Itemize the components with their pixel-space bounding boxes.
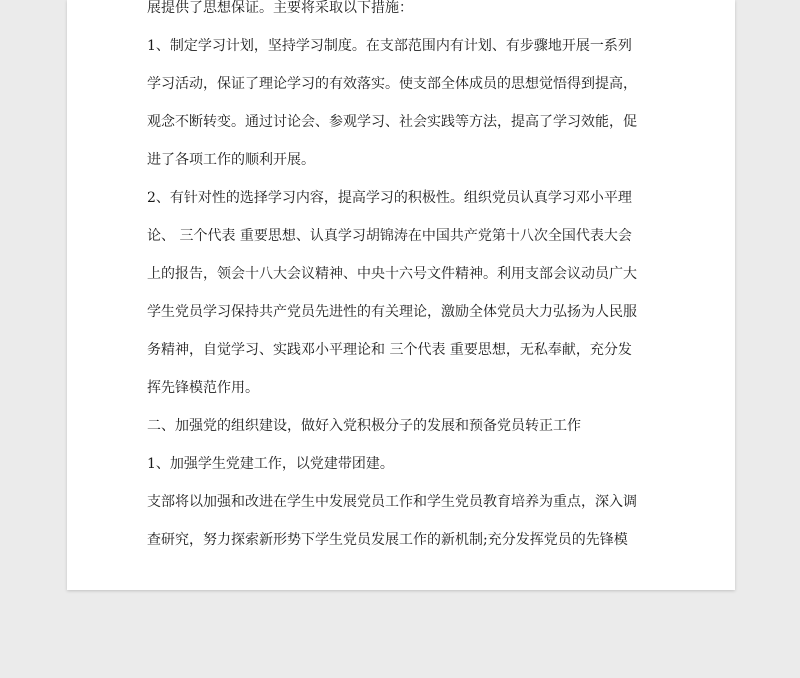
paragraph-student-party-building	[147, 445, 659, 483]
text-line: 务精神，自觉学习、实践邓小平理论和 三个代表 重要思想，无私奉献，充分发	[147, 342, 632, 358]
text-line: 上的报告，领会十八大会议精神、中央十六号文件精神。利用支部会议动员广大	[147, 266, 637, 282]
paragraph-branch-plan	[147, 483, 659, 559]
section-heading-organization	[147, 407, 659, 445]
text-line: 二、加强党的组织建设，做好入党积极分子的发展和预备党员转正工作	[147, 418, 581, 434]
text-line: 学生党员学习保持共产党员先进性的有关理论，激励全体党员大力弘扬为人民服	[147, 304, 637, 320]
text-line: 1、制定学习计划，坚持学习制度。在支部范围内有计划、有步骤地开展一系列	[147, 38, 632, 54]
text-line: 查研究，努力探索新形势下学生党员发展工作的新机制;充分发挥党员的先锋模	[147, 532, 628, 548]
text-line: 观念不断转变。通过讨论会、参观学习、社会实践等方法，提高了学习效能，促	[147, 114, 637, 130]
text-line: 论、 三个代表 重要思想、认真学习胡锦涛在中国共产党第十八次全国代表大会	[147, 228, 632, 244]
text-line: 进了各项工作的顺利开展。	[147, 152, 315, 168]
paragraph-intro-tail	[147, 0, 659, 27]
paragraph-study-content	[147, 179, 659, 407]
text-line: 挥先锋模范作用。	[147, 380, 259, 396]
text-line: 1、加强学生党建工作，以党建带团建。	[147, 456, 394, 472]
text-line: 2、有针对性的选择学习内容，提高学习的积极性。组织党员认真学习邓小平理	[147, 190, 632, 206]
paragraph-study-plan	[147, 27, 659, 179]
text-line: 展提供了思想保证。主要将采取以下措施：	[147, 0, 413, 16]
text-line: 支部将以加强和改进在学生中发展党员工作和学生党员教育培养为重点，深入调	[147, 494, 637, 510]
text-line: 学习活动，保证了理论学习的有效落实。使支部全体成员的思想觉悟得到提高，	[147, 76, 637, 92]
document-page	[67, 0, 735, 590]
